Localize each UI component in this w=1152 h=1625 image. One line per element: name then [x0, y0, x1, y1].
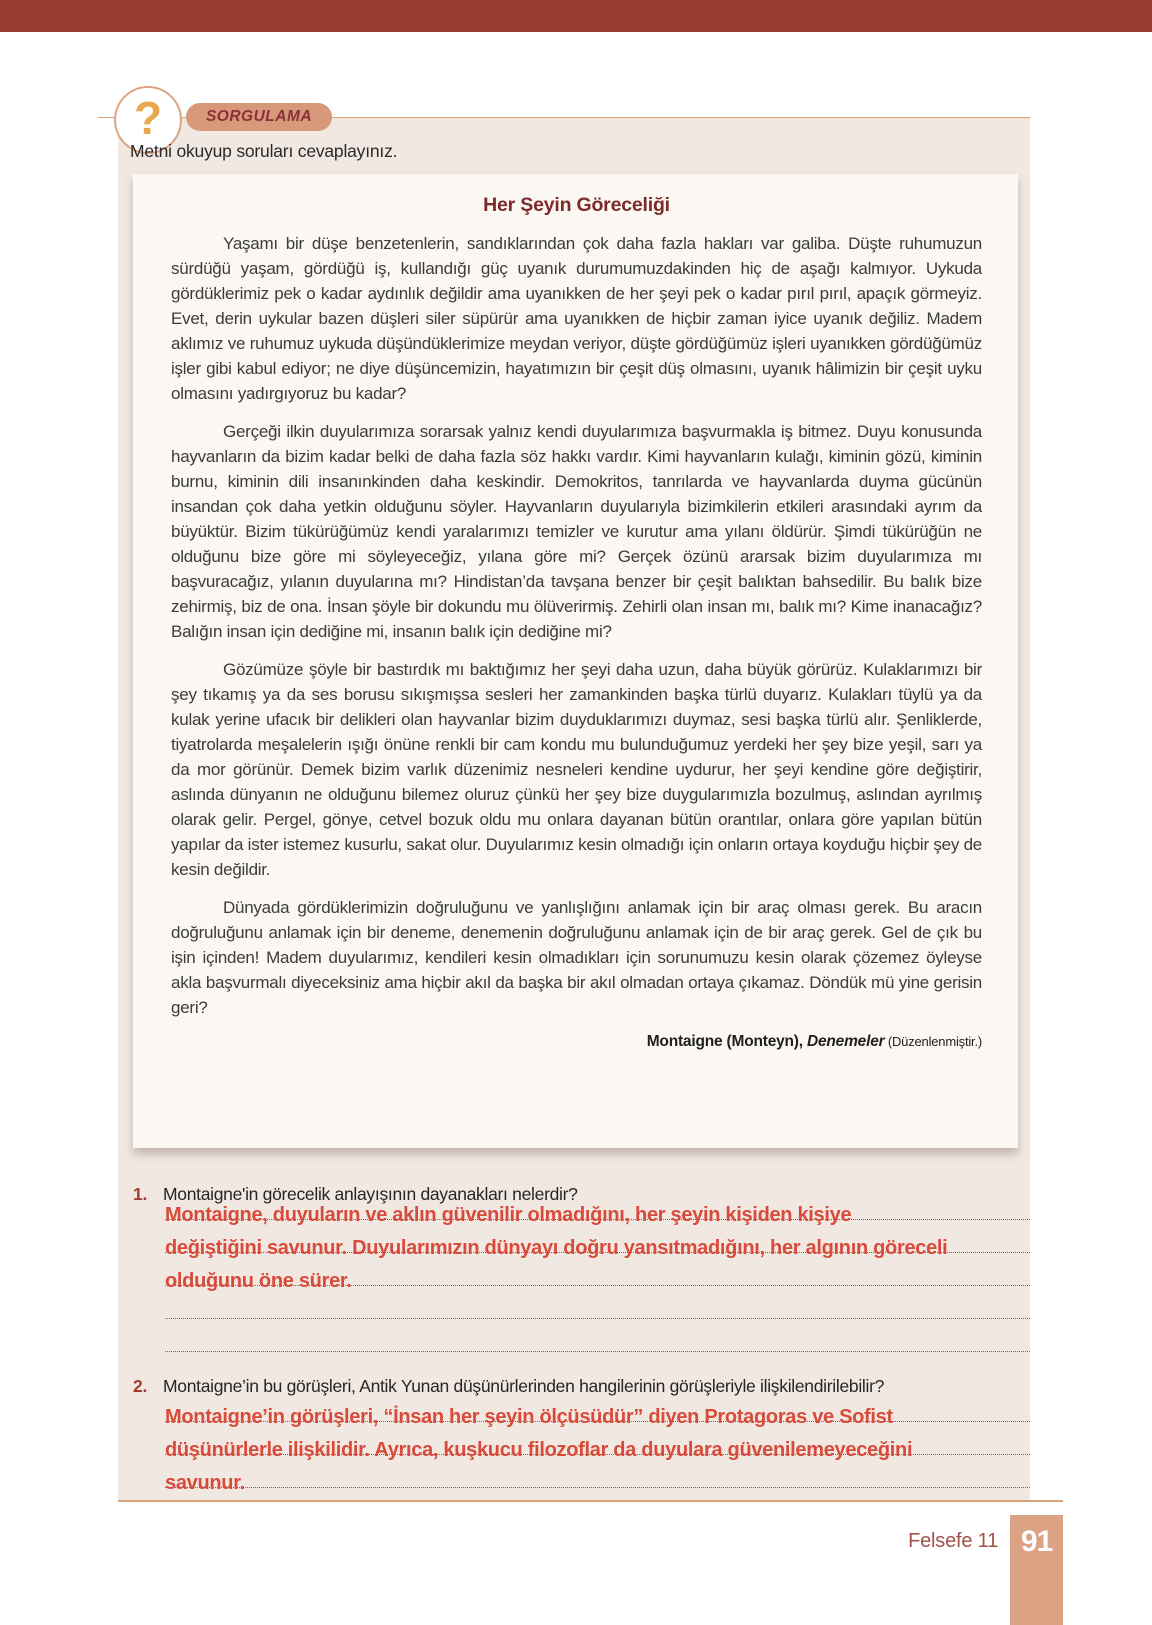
question-mark-glyph: ? [133, 92, 163, 144]
reading-paragraph: Dünyada gördüklerimizin doğruluğunu ve yanlışlığını anlamak için bir araç olması gerek. Bu aracın doğruluğunu anlamak için bir deneme, denemenin doğruluğunu anlamak için de bir araç gerek. Gel de çık bu işin içinden! Madem duyularımız, kendileri kesin olmadıkları için sorunumuzu kesin olarak çözemez öyleyse akla başvurmalı diyeceksiniz ama hiçbir akıl da başka bir akıl olmadan ortaya çıkamaz. Döndük mü yine gerisin geri? [171, 898, 982, 1017]
answer-2-line-3: savunur. [165, 1472, 245, 1494]
section-badge [186, 103, 332, 131]
question-1-number: 1. [133, 1184, 148, 1204]
page-number: 91 [1020, 1525, 1053, 1558]
reading-textbox [133, 174, 1018, 1148]
answer-2-line-1: Montaigne’in görüşleri, “İnsan her şeyin ölçüsüdür” diyen Protagoras ve Sofist [165, 1406, 893, 1428]
answer-line [165, 1264, 1030, 1297]
chapter-color-bar [0, 0, 1152, 32]
answer-line [165, 1400, 1030, 1433]
attribution-note: (Düzenlenmiştir.) [884, 1034, 982, 1049]
question-1-text: Montaigne'in görecelik anlayışının dayanakları nelerdir? [163, 1184, 578, 1204]
question-2-text: Montaigne’in bu görüşleri, Antik Yunan düşünürlerinden hangilerinin görüşleriyle ilişkilendirilebilir? [163, 1376, 885, 1396]
answer-1-line-3: olduğunu öne sürer. [165, 1270, 352, 1292]
answer-area-1 [165, 1198, 1030, 1363]
reading-paragraph: Gerçeği ilkin duyularımıza sorarsak yalnız kendi duyularımıza başvurmakla iş bitmez. Duyu konusunda hayvanların da bizim kadar belki de daha fazla söz hakkı vardır. Kimi hayvanların kulağı, kiminin gözü, kiminin burnu, kiminin dili insanınkinden daha keskindir. Demokritos, tanrılarda ve hayvanlarda duyma gücünün insandan çok daha yetkin olduğunu söyler. Hayvanların duyularıyla bizimkilerin etkileri arasındaki ayrım da büyüktür. Bizim tükürüğümüz kendi yaralarımızı temizler ve kurutur ama yılanı öldürür. Şimdi tükürüğün ne olduğunu bize göre mi söyleyeceğiz, yılana göre mi? Gerçek özünü ararsak bizim duyularımıza mı başvuracağız, yılanın duyularına mı? Hindistan’da tavşana benzer bir çeşit balıktan bahsedilir. Bu balık bize zehirmiş, biz de ona. İnsan şöyle bir dokundu mu ölüverirmiş. Zehirli olan insan mı, balık mı? Kime inanacağız? Balığın insan için dediğine mi, insanın balık için dediğine mi? [171, 422, 982, 641]
question-2-number: 2. [133, 1376, 148, 1396]
answer-1-line-1: Montaigne, duyuların ve aklın güvenilir olmadığını, her şeyin kişiden kişiye [165, 1204, 852, 1226]
attribution-work: Denemeler [806, 1033, 885, 1050]
answer-blank-line [165, 1330, 1030, 1363]
answer-1-line-2: değiştiğini savunur. Duyularımızın dünyayı doğru yansıtmadığını, her algının göreceli [165, 1237, 948, 1259]
answer-line [165, 1198, 1030, 1231]
instruction-text: Metni okuyup soruları cevaplayınız. [130, 141, 398, 161]
answer-line [165, 1433, 1030, 1466]
section-badge-label: SORGULAMA [205, 108, 313, 125]
footer-course-label: Felsefe 11 [908, 1530, 998, 1552]
attribution [171, 1033, 982, 1051]
answer-blank-line [165, 1297, 1030, 1330]
answer-2-line-2: düşünürlerle ilişkilidir. Ayrıca, kuşkucu filozoflar da duyulara güvenilemeyeceğini [165, 1439, 913, 1461]
question-2 [133, 1376, 1030, 1397]
page-number-block [1010, 1515, 1063, 1625]
answer-line [165, 1466, 1030, 1499]
answer-line [165, 1231, 1030, 1264]
reading-paragraph: Gözümüze şöyle bir bastırdık mı baktığımız her şeyi daha uzun, daha büyük görürüz. Kulaklarımızı bir şey tıkamış ya da ses borusu sıkışmışsa sesleri her zamankinden başka türlü duyarız. Kulakları tüylü ya da kulak yerine ufacık bir delikleri olan hayvanlar bizim duyduklarımızı duymaz, sesi başka türlü alır. Şenliklerde, tiyatrolarda meşalelerin ışığı önüne renkli bir cam kondu mu bulunduğumuz yerdeki her şey bize yeşil, sarı ya da mor görünür. Demek bizim varlık düzenimiz nesneleri kendine uydurur, her şeyi kendine göre değiştirir, aslında dünyanın ne olduğunu bilemez oluruz çünkü her şey bize duygularımızla bozulmuş, aslından ayrılmış olarak gelir. Pergel, gönye, cetvel bozuk oldu mu onlara dayanan bütün orantılar, onlara göre yapılan bütün yapılar da ister istemez kusurlu, sakat olur. Duyularımız kesin olmadığı için onların ortaya koyduğu hiçbir şey de kesin değildir. [171, 660, 982, 879]
reading-paragraph: Yaşamı bir düşe benzetenlerin, sandıklarından çok daha fazla hakları var galiba. Düşte ruhumuzun sürdüğü yaşam, gördüğü iş, kullandığı güç uyanık durumumuzdakinden hiç de aşağı kalmıyor. Uykuda gördüklerimiz pek o kadar aydınlık değildir ama uyanıkken de her şeyi pek o kadar pırıl pırıl, apaçık görmeyiz. Evet, derin uykular bazen düşleri siler süpürür ama uyanıkken de hiçbir zaman iyice uyanık değiliz. Madem aklımız ve ruhumuz uykuda düşündüklerimize meydan veriyor, düşte gördüğümüz işleri uyanıkken gördüğümüz işler gibi kabul ediyor; ne diye düşüncemizin, hayatımızın bir çeşit düş olmasını, uyanık hâlimizin bir çeşit uyku olmasını yadırgıyoruz bu kadar? [171, 234, 982, 403]
attribution-author: Montaigne (Monteyn), [646, 1033, 807, 1050]
reading-title: Her Şeyin Göreceliği [483, 194, 670, 216]
answer-area-2 [165, 1400, 1030, 1499]
footer-rule [118, 1500, 1063, 1502]
